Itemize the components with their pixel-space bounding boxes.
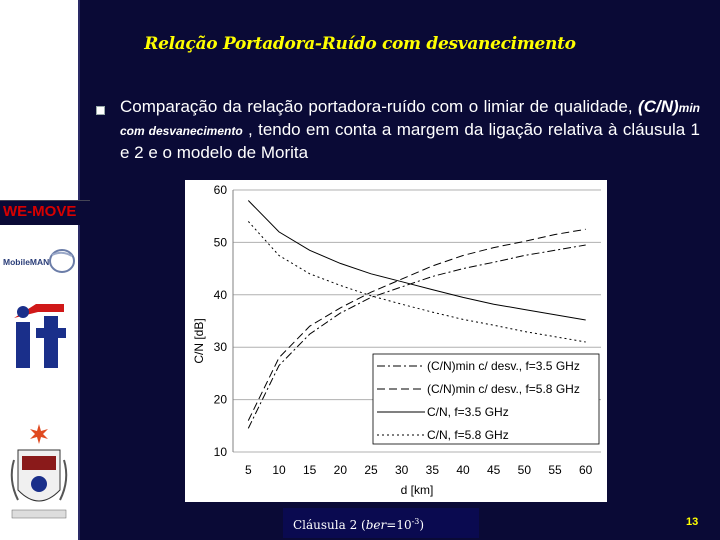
bullet-part1: Comparação da relação portadora-ruído com o limiar de qualidade, — [120, 97, 639, 116]
mobileman-logo — [2, 248, 76, 274]
x-axis-label: d [km] — [400, 483, 434, 497]
mobileman-logo-graphic — [2, 248, 76, 274]
x-tick-label: 20 — [333, 463, 348, 477]
series-line-4 — [248, 221, 585, 342]
wemove-logo-text: WE-MOVE — [3, 203, 77, 220]
x-tick-label: 50 — [517, 463, 532, 477]
y-tick-label: 60 — [213, 183, 227, 197]
legend-label-3: C/N, f=3.5 GHz — [427, 405, 509, 419]
slide-title: Relação Portadora-Ruído com desvanecimento — [144, 34, 576, 54]
it-logo-graphic — [8, 298, 70, 374]
x-tick-label: 5 — [244, 463, 252, 477]
y-tick-label: 20 — [213, 392, 227, 407]
y-tick-label: 40 — [213, 287, 227, 302]
divider-line — [78, 0, 80, 540]
x-tick-label: 55 — [548, 463, 562, 477]
legend-label-2: (C/N)min c/ desv., f=5.8 GHz — [427, 382, 580, 396]
footer-text: Cláusula 2 $(ber=10^{-3})$ — [293, 517, 425, 532]
x-tick-label: 10 — [272, 463, 286, 477]
chart-panel — [185, 180, 607, 502]
mobileman-logo-text: MobileMAN — [3, 257, 50, 267]
cn-chart — [185, 180, 607, 502]
it-logo — [8, 298, 70, 374]
series-line-3 — [248, 201, 585, 321]
x-tick-label: 60 — [578, 463, 593, 477]
x-tick-label: 25 — [364, 463, 378, 477]
x-tick-label: 40 — [456, 463, 470, 477]
y-tick-label: 10 — [213, 445, 227, 459]
x-tick-label: 35 — [425, 463, 440, 477]
bullet-square-icon — [96, 106, 105, 115]
legend-label-1: (C/N)min c/ desv., f=3.5 GHz — [427, 359, 580, 373]
bullet-subscript: min com desvanecimento — [120, 101, 700, 138]
crest-logo-graphic — [6, 420, 72, 530]
x-tick-label: 30 — [394, 463, 409, 477]
bullet-text — [120, 96, 700, 164]
x-tick-label: 45 — [486, 463, 501, 477]
legend-label-4: C/N, f=5.8 GHz — [427, 428, 509, 442]
wemove-logo — [0, 200, 90, 225]
y-tick-label: 30 — [213, 340, 227, 355]
page-number: 13 — [686, 516, 699, 528]
y-tick-label: 50 — [213, 235, 227, 250]
y-axis-label: C/N [dB] — [192, 318, 206, 364]
bullet-cn: (C/N) — [638, 97, 679, 116]
bullet-part2: , tendo em conta a margem da ligação relativa à cláusula 1 e 2 e o modelo de Morita — [120, 120, 700, 162]
x-tick-label: 15 — [302, 463, 317, 477]
crest-logo — [6, 420, 72, 530]
footer-clause — [283, 508, 479, 538]
